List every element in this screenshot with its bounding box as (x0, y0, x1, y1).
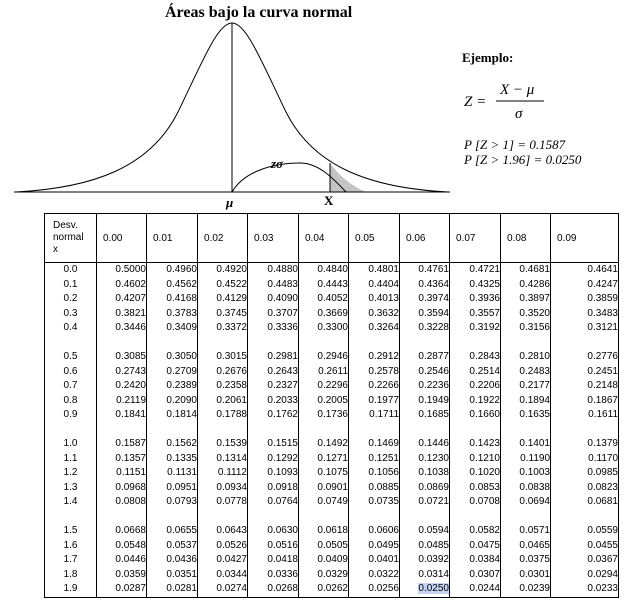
table-cell: 0.1894 (519, 394, 550, 406)
table-cell: 0.0934 (216, 481, 247, 493)
table-cell: 0.2177 (519, 380, 550, 391)
table-cell: 0.2946 (317, 351, 348, 362)
table-cell: 0.2296 (317, 380, 348, 391)
table-cell: 0.0968 (115, 481, 146, 493)
table-cell: 0.0392 (418, 554, 449, 565)
table-cell: 0.3300 (317, 322, 348, 333)
table-cell: 0.0344 (216, 568, 247, 580)
group-spacer (349, 423, 399, 438)
table-cell: 0.0793 (166, 496, 197, 507)
table-cell: 0.2420 (115, 380, 146, 391)
table-cell: 0.2119 (116, 394, 146, 406)
table-cell: 0.0694 (519, 496, 550, 507)
table-cell: 0.0778 (216, 496, 247, 507)
table-cell: 0.4207 (115, 293, 146, 304)
table-cell: 0.1841 (115, 409, 146, 420)
value-column (97, 263, 147, 598)
z-value: 0.2 (63, 293, 78, 304)
desv-header (45, 214, 97, 263)
table-cell: 0.2033 (267, 394, 298, 406)
formula-lhs: Z = (464, 94, 487, 110)
table-cell: 0.0465 (519, 539, 550, 551)
table-cell: 0.0594 (418, 525, 449, 536)
column-header: 0.06 (400, 214, 450, 263)
table-cell: 0.4129 (216, 293, 247, 304)
table-cell: 0.0749 (317, 496, 348, 507)
z-value: 0.8 (63, 394, 78, 406)
table-cell: 0.1020 (469, 467, 500, 478)
value-column (501, 263, 551, 598)
table-cell: 0.0409 (317, 554, 348, 565)
table-cell: 0.0427 (216, 554, 247, 565)
z-value: 1.7 (63, 554, 78, 565)
table-cell: 0.2676 (216, 365, 247, 377)
table-cell: 0.4052 (317, 293, 348, 304)
value-column (400, 263, 450, 598)
table-cell: 0.2981 (267, 351, 298, 362)
group-spacer (248, 423, 298, 438)
table-cell: 0.3228 (418, 322, 449, 333)
table-cell: 0.1949 (418, 394, 449, 406)
table-cell: 0.0735 (368, 496, 399, 507)
table-cell: 0.2776 (587, 351, 618, 362)
group-spacer (400, 336, 449, 351)
table-cell: 0.1867 (587, 394, 618, 406)
table-cell: 0.0505 (317, 539, 348, 551)
table-cell: 0.2266 (368, 380, 399, 391)
table-cell: 0.1210 (469, 452, 500, 464)
table-cell: 0.0655 (166, 525, 197, 536)
group-spacer (248, 510, 298, 525)
table-cell: 0.2451 (587, 365, 618, 377)
group-spacer (450, 336, 500, 351)
x-label: X (324, 193, 334, 208)
value-column (198, 263, 248, 598)
example-probability-2: P [Z > 1.96] = 0.0250 (464, 152, 582, 167)
table-cell: 0.1635 (519, 409, 550, 420)
column-header: 0.08 (501, 214, 551, 263)
shaded-tail-area (330, 163, 366, 192)
table-cell: 0.5000 (115, 264, 146, 275)
group-spacer (551, 510, 618, 525)
table-cell: 0.0268 (267, 583, 298, 594)
table-cell: 0.3085 (115, 351, 146, 362)
table-cell: 0.1562 (166, 438, 197, 449)
table-cell: 0.0918 (267, 481, 298, 493)
table-cell: 0.3015 (216, 351, 247, 362)
table-cell: 0.1335 (166, 452, 197, 464)
table-cell: 0.3121 (587, 322, 618, 333)
table-cell: 0.1075 (317, 467, 348, 478)
table-cell: 0.0256 (368, 583, 399, 594)
table-cell: 0.3974 (418, 293, 449, 304)
table-cell: 0.0281 (166, 583, 197, 594)
table-cell: 0.1469 (368, 438, 399, 449)
table-cell: 0.1423 (469, 438, 500, 449)
table-cell: 0.1788 (216, 409, 247, 420)
table-cell: 0.2546 (418, 365, 449, 377)
group-spacer (147, 510, 197, 525)
table-cell: 0.2327 (267, 380, 298, 391)
table-cell: 0.4801 (368, 264, 399, 275)
table-cell: 0.0808 (115, 496, 146, 507)
table-cell: 0.0329 (317, 568, 348, 580)
table-cell: 0.3745 (216, 307, 247, 319)
table-cell: 0.1539 (216, 438, 247, 449)
group-spacer (45, 423, 96, 438)
table-cell: 0.4960 (166, 264, 197, 275)
column-header: 0.07 (450, 214, 501, 263)
table-cell: 0.3821 (115, 307, 146, 319)
table-cell: 0.1922 (469, 394, 500, 406)
group-spacer (97, 336, 146, 351)
table-cell: 0.1093 (267, 467, 298, 478)
table-cell: 0.4404 (368, 278, 399, 290)
table-cell: 0.1357 (115, 452, 146, 464)
table-cell: 0.0262 (317, 583, 348, 594)
table-cell: 0.0537 (166, 539, 197, 551)
table-cell: 0.3409 (166, 322, 197, 333)
column-header: 0.03 (248, 214, 299, 263)
table-cell: 0.0853 (469, 481, 500, 493)
formula-denominator: σ (515, 106, 523, 122)
table-cell: 0.4840 (317, 264, 348, 275)
table-cell: 0.4090 (267, 293, 298, 304)
table-cell: 0.3707 (267, 307, 298, 319)
table-cell: 0.2389 (166, 380, 197, 391)
group-spacer (299, 510, 348, 525)
z-value: 0.0 (63, 264, 78, 275)
table-cell: 0.2358 (216, 380, 247, 391)
z-value: 0.3 (63, 307, 78, 319)
group-spacer (198, 423, 247, 438)
value-column (147, 263, 198, 598)
table-cell: 0.0764 (267, 496, 298, 507)
group-spacer (248, 336, 298, 351)
value-column (551, 263, 619, 598)
table-cell: 0.1230 (418, 452, 449, 464)
group-spacer (501, 336, 550, 351)
table-cell: 0.0436 (166, 554, 197, 565)
desv-header-line: x (53, 244, 58, 255)
small-z-curve (232, 163, 346, 192)
z-table (44, 213, 619, 598)
table-cell: 0.0681 (587, 496, 618, 507)
table-header-row (45, 214, 619, 263)
table-cell: 0.1401 (519, 438, 550, 449)
table-cell: 0.2005 (317, 394, 348, 406)
table-cell: 0.3936 (469, 293, 500, 304)
table-cell: 0.1611 (588, 409, 618, 420)
value-column (349, 263, 400, 598)
table-cell: 0.0314 (418, 568, 449, 580)
z-value: 1.4 (63, 496, 78, 507)
table-cell: 0.3446 (115, 322, 146, 333)
table-cell: 0.2061 (216, 394, 247, 406)
table-cell: 0.3897 (519, 293, 550, 304)
table-cell: 0.2843 (469, 351, 500, 362)
z-value: 0.7 (63, 380, 78, 391)
z-value: 1.5 (63, 525, 78, 536)
table-cell: 0.1660 (469, 409, 500, 420)
table-cell: 0.0401 (368, 554, 399, 565)
table-cell: 0.3156 (519, 322, 550, 333)
table-cell: 0.0239 (519, 583, 550, 594)
z-value: 0.4 (63, 322, 78, 333)
table-cell: 0.0294 (587, 568, 618, 580)
mu-label: μ (226, 195, 234, 210)
table-cell: 0.3557 (469, 307, 500, 319)
table-cell: 0.1151 (116, 467, 146, 478)
group-spacer (551, 336, 618, 351)
table-cell: 0.0307 (469, 568, 500, 580)
z-sigma-label: zσ (271, 156, 284, 171)
table-cell: 0.0455 (587, 539, 618, 551)
group-spacer (97, 510, 146, 525)
table-cell: 0.0721 (418, 496, 449, 507)
z-table-body (45, 263, 619, 598)
page-title: Áreas bajo la curva normal (165, 4, 353, 21)
z-value: 1.8 (63, 568, 78, 580)
table-cell: 0.3336 (267, 322, 298, 333)
z-value: 1.9 (63, 583, 78, 594)
table-cell: 0.1131 (167, 467, 197, 478)
table-cell: 0.4013 (368, 293, 399, 304)
table-cell: 0.2236 (418, 380, 449, 391)
table-cell: 0.3050 (166, 351, 197, 362)
table-cell: 0.0985 (587, 467, 618, 478)
group-spacer (198, 336, 247, 351)
table-cell: 0.0571 (519, 525, 550, 536)
table-cell: 0.0951 (166, 481, 197, 493)
group-spacer (299, 336, 348, 351)
table-cell: 0.0606 (368, 525, 399, 536)
table-cell: 0.4168 (166, 293, 197, 304)
table-cell: 0.1379 (587, 438, 618, 449)
table-cell: 0.0367 (587, 554, 618, 565)
group-spacer (349, 336, 399, 351)
table-cell: 0.4880 (267, 264, 298, 275)
table-cell: 0.2148 (587, 380, 618, 391)
table-cell: 0.0301 (519, 568, 550, 580)
group-spacer (400, 423, 449, 438)
table-cell: 0.3483 (587, 307, 618, 319)
table-cell: 0.2090 (166, 394, 197, 406)
table-cell: 0.1736 (317, 409, 348, 420)
table-cell: 0.4325 (469, 278, 500, 290)
table-cell: 0.4641 (587, 264, 618, 275)
group-spacer (501, 423, 550, 438)
table-cell: 0.4522 (216, 278, 247, 290)
table-cell: 0.4761 (418, 264, 449, 275)
table-cell: 0.2578 (368, 365, 399, 377)
table-cell: 0.0274 (216, 583, 247, 594)
table-cell: 0.1170 (588, 452, 618, 464)
normal-curve-diagram (0, 0, 460, 210)
table-cell: 0.4443 (317, 278, 348, 290)
column-header: 0.02 (198, 214, 248, 263)
table-cell: 0.2483 (519, 365, 550, 377)
table-cell: 0.1762 (267, 409, 298, 420)
table-cell: 0.3372 (216, 322, 247, 333)
highlighted-value: 0.0250 (418, 583, 449, 594)
table-cell: 0.3192 (469, 322, 500, 333)
group-spacer (45, 336, 96, 351)
table-cell: 0.1685 (418, 409, 449, 420)
table-cell: 0.1515 (267, 438, 298, 449)
table-cell: 0.1056 (368, 467, 399, 478)
table-cell: 0.0526 (216, 539, 247, 551)
table-cell: 0.1814 (166, 409, 197, 420)
group-spacer (147, 336, 197, 351)
table-cell: 0.2611 (318, 365, 348, 377)
table-cell: 0.4602 (115, 278, 146, 290)
table-cell: 0.4562 (166, 278, 197, 290)
group-spacer (97, 423, 146, 438)
z-value: 0.5 (63, 351, 78, 362)
group-spacer (45, 510, 96, 525)
table-cell: 0.0901 (317, 481, 348, 493)
table-cell: 0.1587 (115, 438, 146, 449)
z-value: 0.6 (63, 365, 78, 377)
table-cell: 0.0548 (115, 539, 146, 551)
table-cell: 0.3594 (418, 307, 449, 319)
group-spacer (501, 510, 550, 525)
table-cell: 0.2709 (166, 365, 197, 377)
value-column (450, 263, 501, 598)
table-cell: 0.0618 (317, 525, 348, 536)
table-cell: 0.1190 (520, 452, 550, 464)
table-cell: 0.0322 (368, 568, 399, 580)
table-cell: 0.2514 (469, 365, 500, 377)
z-value: 1.6 (63, 539, 78, 551)
table-cell: 0.4364 (418, 278, 449, 290)
table-cell: 0.3520 (519, 307, 550, 319)
z-value: 1.2 (63, 467, 78, 478)
table-cell: 0.3859 (587, 293, 618, 304)
table-cell: 0.2643 (267, 365, 298, 377)
table-cell: 0.0582 (469, 525, 500, 536)
table-cell: 0.1314 (216, 452, 247, 464)
table-cell: 0.2810 (519, 351, 550, 362)
table-cell: 0.4721 (469, 264, 500, 275)
column-header: 0.05 (349, 214, 400, 263)
desv-header-line: Desv. (53, 220, 78, 231)
z-value: 1.3 (63, 481, 78, 493)
table-cell: 0.3264 (368, 322, 399, 333)
group-spacer (198, 510, 247, 525)
table-cell: 0.0351 (166, 568, 197, 580)
column-header: 0.04 (299, 214, 349, 263)
z-value: 0.9 (63, 409, 78, 420)
group-spacer (400, 510, 449, 525)
table-cell: 0.4286 (519, 278, 550, 290)
desv-header-line: normal (53, 232, 84, 243)
table-cell: 0.1446 (418, 438, 449, 449)
table-cell (400, 582, 449, 597)
table-cell: 0.2877 (418, 351, 449, 362)
example-probability-1: P [Z > 1] = 0.1587 (464, 137, 566, 152)
table-cell: 0.4920 (216, 264, 247, 275)
table-cell: 0.1251 (368, 452, 399, 464)
table-cell: 0.1977 (368, 394, 399, 406)
group-spacer (450, 423, 500, 438)
value-column (299, 263, 349, 598)
table-cell: 0.0485 (418, 539, 449, 551)
table-cell: 0.0418 (267, 554, 298, 565)
group-spacer (147, 423, 197, 438)
group-spacer (450, 510, 500, 525)
table-cell: 0.0823 (587, 481, 618, 493)
table-cell: 0.0233 (587, 583, 618, 594)
table-cell: 0.4483 (267, 278, 298, 290)
table-cell: 0.0287 (115, 583, 146, 594)
table-cell: 0.0516 (267, 539, 298, 551)
table-cell: 0.0375 (519, 554, 550, 565)
formula-numerator: X − μ (500, 82, 535, 98)
table-cell: 0.0885 (368, 481, 399, 493)
table-cell: 0.1038 (418, 467, 449, 478)
column-header: 0.01 (147, 214, 198, 263)
table-cell: 0.0384 (469, 554, 500, 565)
table-cell: 0.0359 (115, 568, 146, 580)
table-cell: 0.0475 (469, 539, 500, 551)
z-value-column (45, 263, 97, 598)
column-header: 0.09 (551, 214, 619, 263)
z-value: 1.0 (63, 438, 78, 449)
table-cell: 0.0708 (469, 496, 500, 507)
table-cell: 0.0643 (216, 525, 247, 536)
table-cell: 0.0336 (267, 568, 298, 580)
z-value: 1.1 (63, 452, 78, 464)
table-cell: 0.1292 (267, 452, 298, 464)
table-cell: 0.3669 (317, 307, 348, 319)
table-data-row (45, 263, 619, 598)
column-header: 0.00 (97, 214, 147, 263)
table-cell: 0.4681 (519, 264, 550, 275)
table-cell: 0.0630 (267, 525, 298, 536)
z-value: 0.1 (63, 278, 78, 290)
table-cell: 0.0495 (368, 539, 399, 551)
table-cell: 0.0446 (115, 554, 146, 565)
table-cell: 0.0668 (115, 525, 146, 536)
table-cell: 0.1271 (317, 452, 348, 464)
table-cell: 0.0559 (587, 525, 618, 536)
z-formula (460, 78, 580, 128)
table-cell: 0.2912 (368, 351, 399, 362)
group-spacer (299, 423, 348, 438)
group-spacer (349, 510, 399, 525)
table-cell: 0.1112 (217, 467, 247, 478)
table-cell: 0.0838 (519, 481, 550, 493)
group-spacer (551, 423, 618, 438)
example-heading: Ejemplo: (462, 50, 514, 65)
table-cell: 0.1492 (317, 438, 348, 449)
table-cell: 0.1003 (519, 467, 550, 478)
value-column (248, 263, 299, 598)
table-cell: 0.1711 (369, 409, 399, 420)
table-cell: 0.3783 (166, 307, 197, 319)
table-cell: 0.2206 (469, 380, 500, 391)
table-cell: 0.2743 (115, 365, 146, 377)
table-cell: 0.0869 (418, 481, 449, 493)
table-cell: 0.4247 (587, 278, 618, 290)
table-cell: 0.3632 (368, 307, 399, 319)
table-cell: 0.0244 (469, 583, 500, 594)
